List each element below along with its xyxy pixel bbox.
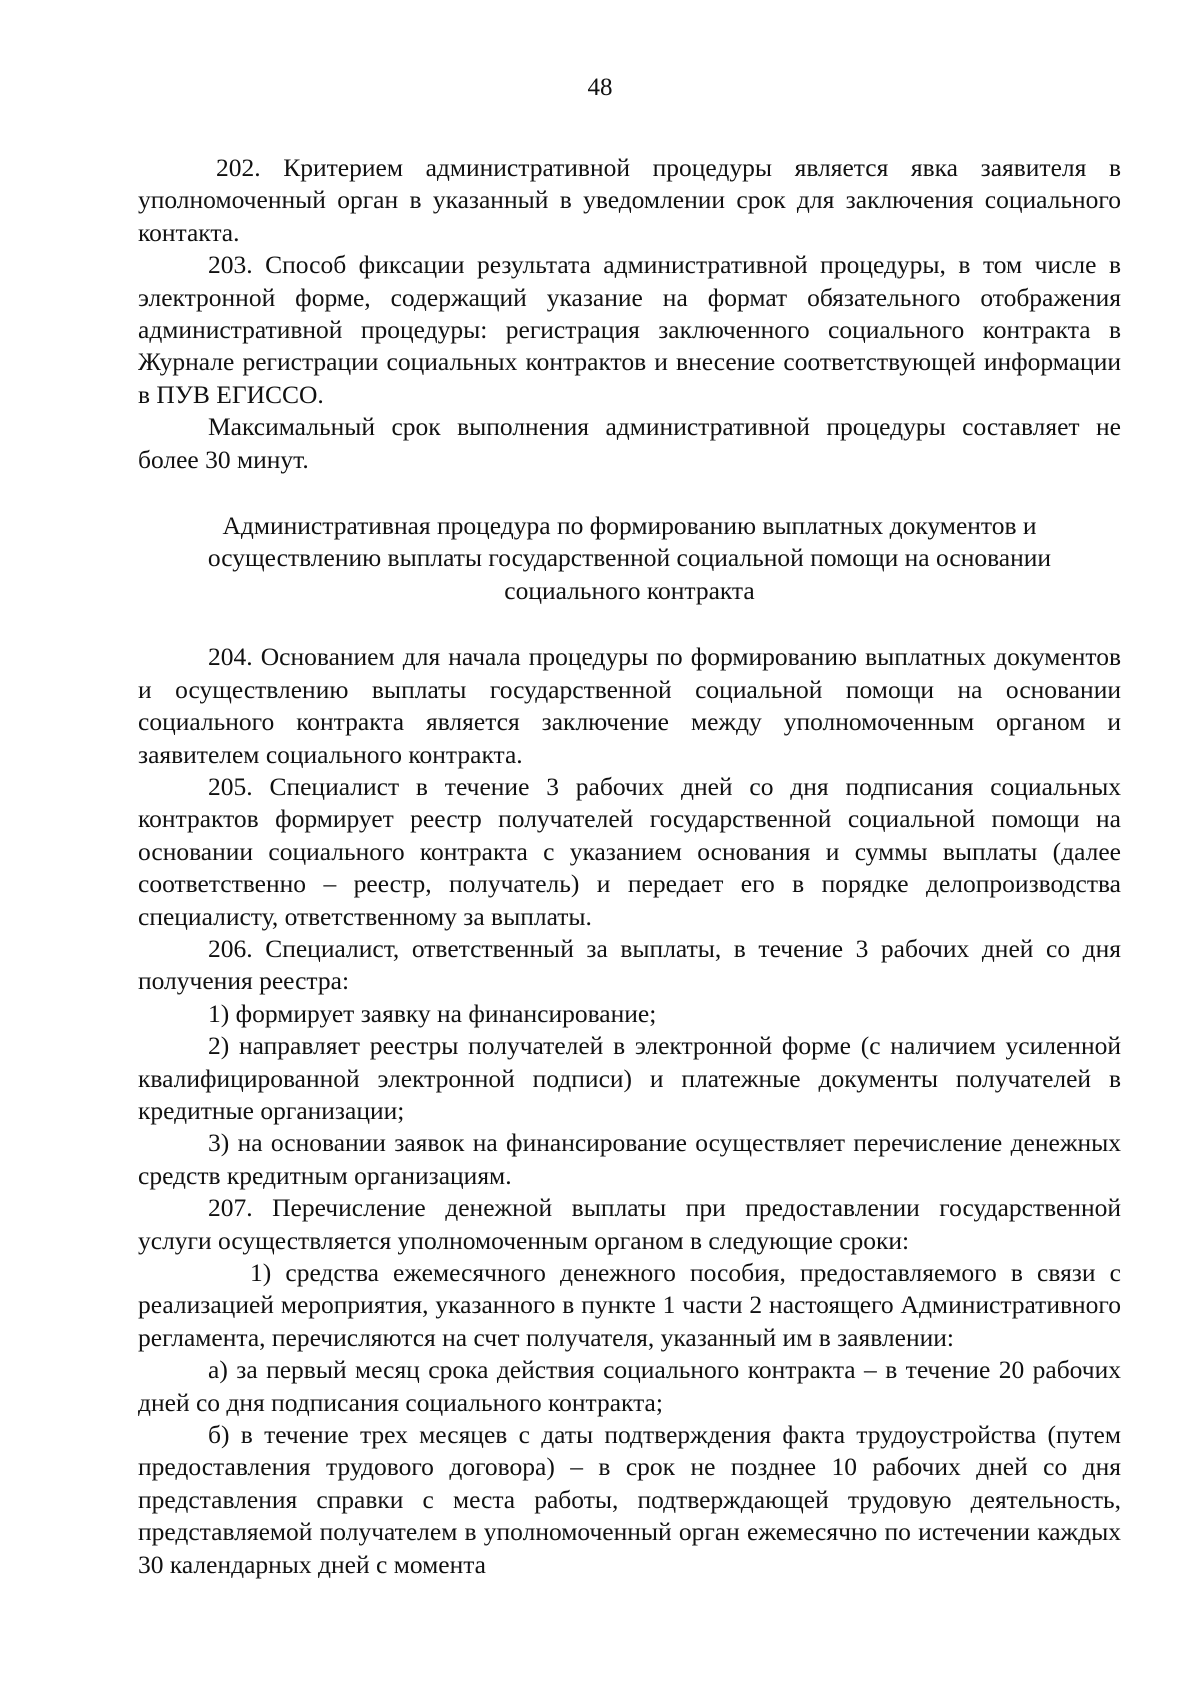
list-item-206-2: 2) направляет реестры получателей в электронной форме (с наличием усиленной квалифицированной электронной подписи) и платежные документы получателей в кредитные организации;: [138, 1031, 1121, 1125]
list-item-207-1-a: а) за первый месяц срока действия социального контракта – в течение 20 рабочих дней со дня подписания социального контракта;: [138, 1355, 1121, 1417]
paragraph-max-duration: Максимальный срок выполнения административной процедуры составляет не более 30 минут.: [138, 412, 1121, 474]
paragraph-207: 207. Перечисление денежной выплаты при предоставлении государственной услуги осуществляется уполномоченным органом в следующие сроки:: [138, 1193, 1121, 1255]
list-item-207-1: 1) средства ежемесячного денежного пособия, предоставляемого в связи с реализацией мероприятия, указанного в пункте 1 части 2 настоящего Административного регламента, перечисляются на счет получателя, указанный им в заявлении:: [138, 1258, 1121, 1352]
page-number: 48: [587, 74, 613, 101]
paragraph-203: 203. Способ фиксации результата административной процедуры, в том числе в электронной форме, содержащий указание на формат обязательного отображения административной процедуры: регистрация заключенного социального контракта в Журнале регистрации социальных контрактов и внесение соответствующей информации в ПУВ ЕГИССО.: [138, 250, 1121, 409]
document-body: [138, 152, 1121, 1581]
paragraph-202: 202. Критерием административной процедуры является явка заявителя в уполномоченный орган в указанный в уведомлении срок для заключения социального контакта.: [138, 153, 1121, 247]
list-item-207-1-b: б) в течение трех месяцев с даты подтверждения факта трудоустройства (путем предоставления трудового договора) – в срок не позднее 10 рабочих дней со дня представления справки с места работы, подтверждающей трудовую деятельность, представляемой получателем в уполномоченный орган ежемесячно по истечении каждых 30 календарных дней с момента: [138, 1420, 1121, 1579]
paragraph-204: 204. Основанием для начала процедуры по формированию выплатных документов и осуществлению выплаты государственной социальной помощи на основании социального контракта является заключение между уполномоченным органом и заявителем социального контракта.: [138, 642, 1121, 769]
list-item-206-1: 1) формирует заявку на финансирование;: [208, 998, 657, 1028]
list-item-206-3: 3) на основании заявок на финансирование осуществляет перечисление денежных средств кредитным организациям.: [138, 1128, 1121, 1190]
paragraph-205: 205. Специалист в течение 3 рабочих дней со дня подписания социальных контрактов формирует реестр получателей государственной социальной помощи на основании социального контракта с указанием основания и суммы выплаты (далее соответственно – реестр, получатель) и передает его в порядке делопроизводства специалисту, ответственному за выплаты.: [138, 771, 1121, 931]
section-heading: Административная процедура по формированию выплатных документов и осуществлению выплаты государственной социальной помощи на основании социального контракта: [207, 511, 1052, 605]
paragraph-206: 206. Специалист, ответственный за выплаты, в течение 3 рабочих дней со дня получения реестра:: [138, 933, 1121, 996]
